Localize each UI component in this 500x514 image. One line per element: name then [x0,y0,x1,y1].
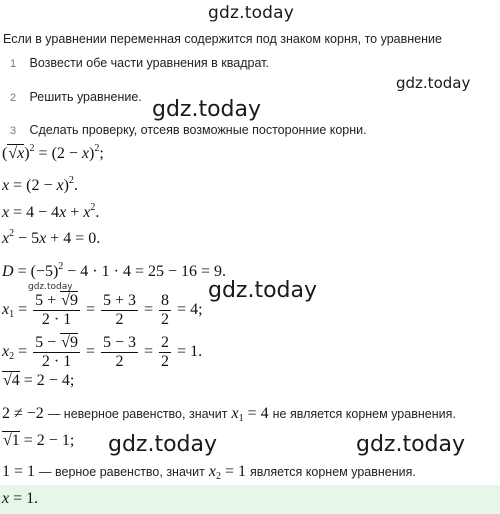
equation-squared: $(√x)^2 = (2 - x)^2$; [2,143,104,162]
step-1 [10,56,269,70]
watermark-tiny: gdz.today [28,282,73,292]
watermark-right: gdz.today [396,74,471,92]
equation-quadratic: $x^2 - 5x + 4 = 0$. [2,228,101,247]
watermark-bottom-right: gdz.today [356,432,466,457]
root-x2: $x_2$ = $\frac{5 - √9}{2 \cdot 1}$ = $\frac{5 - 3}{2}$ = $\frac{2}{2}$ = 1. [2,334,203,370]
equation-step-1: $x = (2 - x)^2$. [2,175,78,194]
answer: x = 1. [2,490,39,507]
step-number: 3 [10,125,17,137]
root-x1: $x_1$ = $\frac{5 + √9}{2 \cdot 1}$ = $\frac{5 + 3}{2}$ = $\frac{8}{2}$ = 4; [2,292,203,328]
check-first-text: — неверное равенство, значит [47,407,228,421]
step-text: Сделать проверку, отсеяв возможные посторонние корни. [29,123,367,137]
check-second-end: является корнем уравнения. [250,465,416,479]
step-text: Решить уравнение. [29,90,142,104]
equation-step-2: $x = 4 - 4x + x^2$. [2,202,100,221]
step-text: Возвести обе части уравнения в квадрат. [29,56,269,70]
check-second-text: — верное равенство, значит [39,465,205,479]
watermark-mid-top: gdz.today [152,97,262,122]
intro-text: Если в уравнении переменная содержится под знаком корня, то уравнение [3,32,442,46]
check-x1: √4 = 2 − 4; [3,372,75,389]
step-3 [10,123,367,137]
watermark-bottom-left: gdz.today [108,432,218,457]
watermark-mid: gdz.today [208,278,318,303]
watermark-top: gdz.today [208,3,295,23]
check-x2: √1 = 2 − 1; [3,432,75,449]
check-x1-result: 2 ≠ −2 — неверное равенство, значит $x_1 = 4$ не является корнем уравнения. [2,405,456,424]
check-x2-result: 1 = 1 — верное равенство, значит $x_2 = 1$ является корнем уравнения. [2,463,416,482]
answer-box [0,485,500,514]
check-first-end: не является корнем уравнения. [272,407,456,421]
step-2 [10,90,142,104]
step-number: 1 [10,58,17,70]
discriminant: $D = (-5)^2 - 4 \cdot 1 \cdot 4 = 25 - 16 = 9$. [2,261,227,280]
step-number: 2 [10,92,17,104]
